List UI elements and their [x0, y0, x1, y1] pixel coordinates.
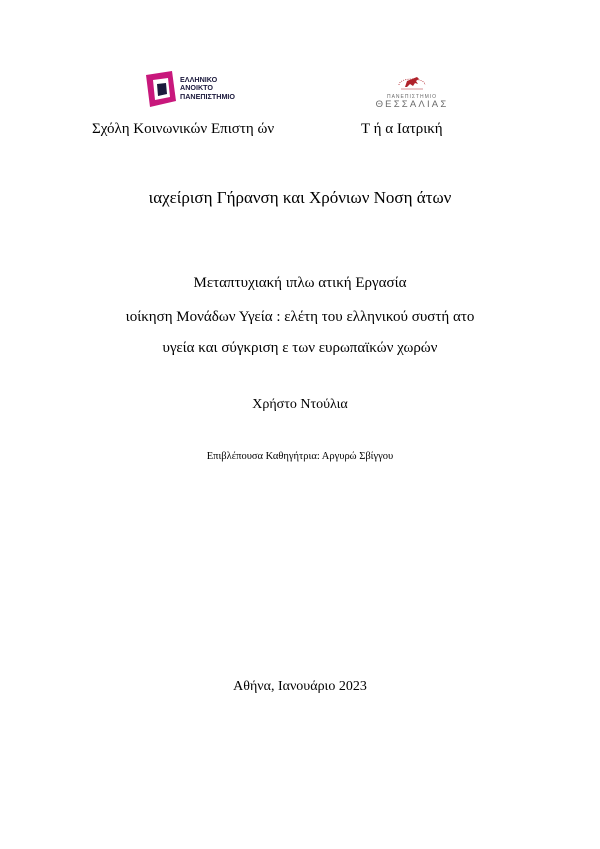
thesis-subtitle-line-1: ιοίκηση Μονάδων Υγεία : ελέτη του ελληνικού συστή ατο [125, 309, 475, 325]
school-name: Σχόλη Κοινωνικών Επιστη ών [92, 121, 275, 137]
thessaly-horse-emblem-icon [395, 71, 429, 93]
university-of-thessaly-logo [362, 71, 462, 109]
thesis-type: Μεταπτυχιακή ιπλω ατική Εργασία [193, 275, 407, 291]
thessaly-big-text: ΘΕΣΣΑΛΙΑΣ [375, 99, 449, 110]
hellenic-open-university-logo [146, 71, 246, 109]
supervisor-line: Επιβλέπουσα Καθηγήτρια: Αργυρώ Σβίγγου [206, 451, 394, 462]
document-title: ιαχείριση Γήρανση και Χρόνιων Νοση άτων [148, 188, 452, 207]
eap-logo-text: ΕΛΛΗΝΙΚΟ ΑΝΟΙΚΤΟ ΠΑΝΕΠΙΣΤΗΜΙΟ [180, 75, 236, 101]
thesis-subtitle-line-2: υγεία και σύγκριση ε των ευρωπαϊκών χωρών [162, 340, 438, 356]
department-name: Τ ή α Ιατρική [361, 121, 443, 137]
place-and-date: Αθήνα, Ιανουάριο 2023 [233, 679, 367, 694]
author-name: Χρήστο Ντούλια [252, 397, 348, 412]
eap-logo-mark [146, 71, 178, 107]
thessaly-small-text: ΠΑΝΕΠΙΣΤΗΜΙΟ [386, 94, 438, 100]
